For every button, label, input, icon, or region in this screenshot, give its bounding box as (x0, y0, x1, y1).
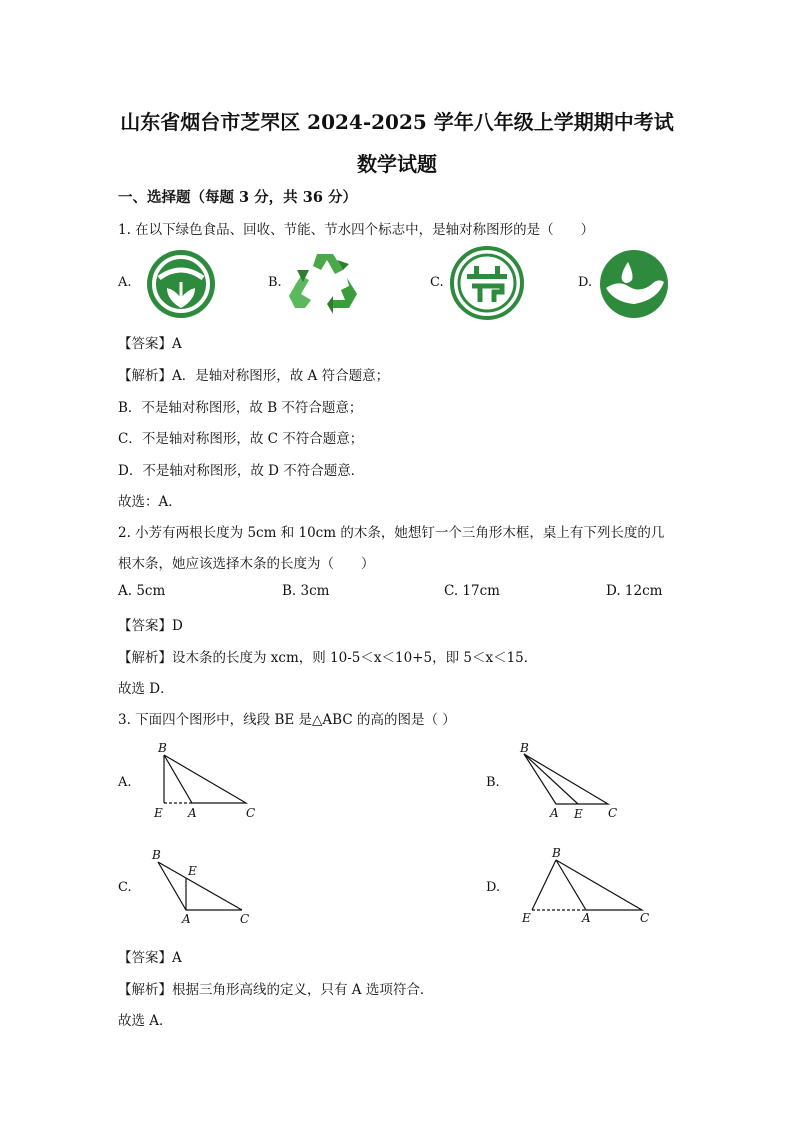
vertex-c-label: C (640, 911, 650, 925)
water-saving-logo-icon (598, 248, 670, 320)
vertex-e-label: E (154, 806, 163, 820)
q3-figure-b (510, 740, 630, 822)
q3-figure-a (150, 740, 260, 822)
q3-answer: 【答案】A (118, 950, 182, 966)
recycle-logo-icon (287, 248, 363, 320)
vertex-b-label: B (552, 846, 561, 860)
q3-option-a-label: A. (118, 775, 132, 790)
q1-analysis-line: 【解析】A．是轴对称图形，故 A 符合题意； (118, 368, 390, 384)
document-title: 山东省烟台市芝罘区 2024-2025 学年八年级上学期期中考试 (120, 110, 674, 134)
q3-figure-c (148, 845, 258, 927)
q1-answer: 【答案】A (118, 336, 182, 352)
q2-stem-line2: 根木条，她应该选择木条的长度为（ ） (118, 556, 375, 572)
q2-option-c: C. 17cm (444, 583, 500, 599)
q1-option-a-label: A. (118, 275, 132, 290)
vertex-b-label: B (152, 848, 161, 862)
q3-option-d-label: D. (486, 880, 501, 895)
q1-stem: 1. 在以下绿色食品、回收、节能、节水四个标志中，是轴对称图形的是（ ） (118, 222, 595, 238)
q3-stem: 3. 下面四个图形中，线段 BE 是△ABC 的高的图是（ ） (118, 712, 456, 728)
document-subtitle: 数学试题 (357, 152, 437, 176)
q2-option-a: A. 5cm (118, 583, 166, 599)
vertex-a-label: A (188, 806, 197, 820)
q3-option-c-label: C. (118, 880, 132, 895)
q3-analysis: 【解析】根据三角形高线的定义，只有 A 选项符合． (118, 982, 434, 998)
vertex-a-label: A (182, 912, 191, 926)
vertex-e-label: E (574, 807, 583, 821)
q3-figure-d (514, 845, 654, 927)
vertex-c-label: C (246, 806, 256, 820)
vertex-a-label: A (550, 806, 559, 820)
q1-analysis-line: D．不是轴对称图形，故 D 不符合题意． (118, 463, 365, 479)
q1-option-c-label: C. (430, 275, 444, 290)
q1-conclusion: 故选：A． (118, 494, 182, 510)
q2-analysis: 【解析】设木条的长度为 xcm，则 10-5＜x＜10+5，即 5＜x＜15． (118, 650, 538, 666)
vertex-a-label: A (582, 911, 591, 925)
q1-analysis-line: C．不是轴对称图形，故 C 不符合题意； (118, 431, 364, 447)
q1-option-d-label: D. (578, 275, 593, 290)
q3-conclusion: 故选 A． (118, 1013, 173, 1029)
q1-analysis-line: B．不是轴对称图形，故 B 不符合题意； (118, 400, 363, 416)
section-heading: 一、选择题（每题 3 分，共 36 分） (118, 189, 357, 206)
vertex-b-label: B (158, 741, 167, 755)
energy-saving-logo-icon (450, 246, 524, 320)
q2-stem-line1: 2. 小芳有两根长度为 5cm 和 10cm 的木条，她想钉一个三角形木框，桌上有下列长度的几 (118, 525, 665, 541)
vertex-c-label: C (240, 912, 250, 926)
q2-answer: 【答案】D (118, 618, 183, 634)
q2-conclusion: 故选 D． (118, 681, 174, 697)
vertex-b-label: B (520, 741, 529, 755)
vertex-c-label: C (608, 806, 618, 820)
q2-option-b: B. 3cm (282, 583, 330, 599)
vertex-e-label: E (522, 911, 531, 925)
green-food-logo-icon (145, 248, 217, 320)
q3-option-b-label: B. (486, 775, 500, 790)
vertex-e-label: E (188, 864, 197, 878)
q2-option-d: D. 12cm (606, 583, 663, 599)
q1-option-b-label: B. (268, 275, 282, 290)
